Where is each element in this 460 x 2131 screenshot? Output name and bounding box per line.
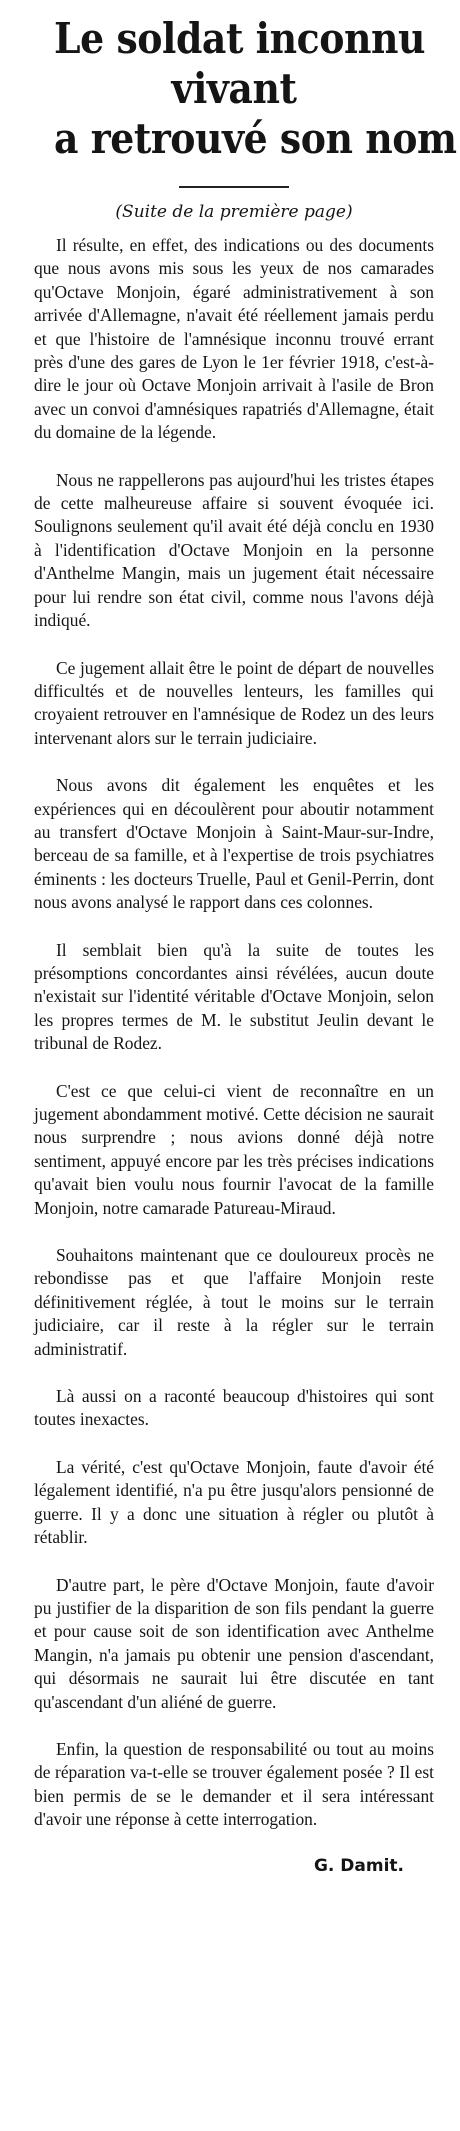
headline-line-1: Le soldat inconnu xyxy=(54,14,426,63)
headline-divider xyxy=(179,186,289,188)
paragraph-3: Ce jugement allait être le point de départ de nouvelles difficultés et de nouvelles lenteurs, les familles qui croyaient retrouver en l'amnésique de Rodez un des leurs intervenant alors sur le terrain judiciaire. xyxy=(34,657,434,748)
paragraph-1: Il résulte, en effet, des indications ou des documents que nous avons mis sous les yeux de nos camarades qu'Octave Monjoin, égaré administrativement à son arrivée d'Allemagne, n'avait été réellement jamais perdu et que l'histoire de l'amnésique inconnu trouvé errant près d'une des gares de Lyon le 1er février 1918, c'est-à-dire le jour où Octave Monjoin arrivait à l'asile de Bron avec un convoi d'amnésiques rapatriés d'Allemagne, était du domaine de la légende. xyxy=(34,235,434,443)
article-body xyxy=(34,234,434,1832)
headline xyxy=(54,14,457,164)
paragraph-10: D'autre part, le père d'Octave Monjoin, faute d'avoir pu justifier de la disparition de son fils pendant la guerre et pour cause soit de son identification avec Anthelme Mangin, n'a jamais pu obtenir une pension d'ascendant, qui désormais ne saurait lui être discutée en tant qu'ascendant d'un aliéné de guerre. xyxy=(34,1574,434,1712)
headline-line-2: vivant xyxy=(171,64,297,113)
author-signature: G. Damit. xyxy=(313,1855,404,1876)
continuation-note: (Suite de la première page) xyxy=(115,202,353,222)
headline-line-3: a retrouvé son nom xyxy=(54,114,457,163)
paragraph-4: Nous avons dit également les enquêtes et les expériences qui en découlèrent pour aboutir notamment au transfert d'Octave Monjoin à Saint-Maur-sur-Indre, berceau de sa famille, et à l'expertise de trois psychiatres éminents : les docteurs Truelle, Paul et Genil-Perrin, dont nous avons analysé le rapport dans ces colonnes. xyxy=(34,775,434,913)
paragraph-7: Souhaitons maintenant que ce douloureux procès ne rebondisse pas et que l'affaire Monjoin reste définitivement réglée, à tout le moins sur le terrain judiciaire, car il reste à la régler sur le terrain administratif. xyxy=(34,1245,434,1359)
paragraph-9: La vérité, c'est qu'Octave Monjoin, faute d'avoir été légalement identifié, n'a pu être jusqu'alors pensionné de guerre. Il y a donc une situation à régler ou plutôt à rétablir. xyxy=(34,1456,434,1548)
paragraph-2: Nous ne rappellerons pas aujourd'hui les tristes étapes de cette malheureuse affaire si souvent évoquée ici. Soulignons seulement qu'il avait été déjà conclu en 1930 à l'identification d'Octave Monjoin en la personne d'Anthelme Mangin, mais un jugement était nécessaire pour lui rendre son état civil, comme nous l'avons déjà indiqué. xyxy=(34,469,434,631)
paragraph-8: Là aussi on a raconté beaucoup d'histoires qui sont toutes inexactes. xyxy=(34,1386,434,1430)
paragraph-6: C'est ce que celui-ci vient de reconnaître en un jugement abondamment motivé. Cette décision ne saurait nous surprendre ; nous avions donné déjà notre sentiment, appuyé encore par les très précises indications qu'avait bien voulu nous fournir l'avocat de la famille Monjoin, notre camarade Patureau-Miraud. xyxy=(34,1080,434,1218)
paragraph-11: Enfin, la question de responsabilité ou tout au moins de réparation va-t-elle se trouver également posée ? Il est bien permis de se le demander et il sera intéressant d'avoir une réponse à cette interrogation. xyxy=(34,1738,434,1830)
paragraph-5: Il semblait bien qu'à la suite de toutes les présomptions concordantes ainsi révélées, aucun doute n'existait sur l'identité véritable d'Octave Monjoin, selon les propres termes de M. le substitut Jeulin devant le tribunal de Rodez. xyxy=(34,939,434,1054)
